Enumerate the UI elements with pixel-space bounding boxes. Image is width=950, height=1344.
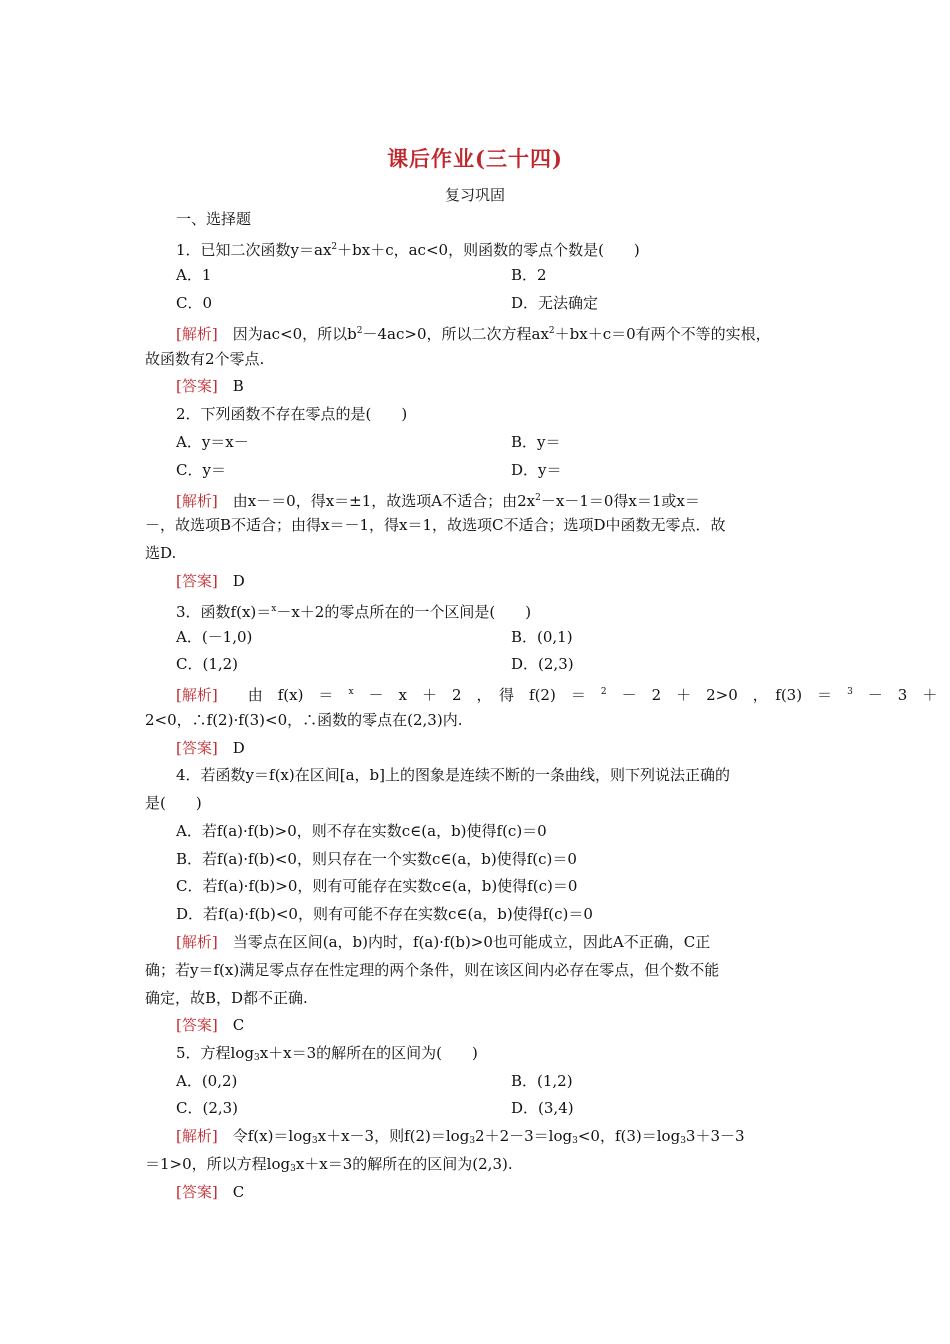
- q2-analysis-end: 选D.: [145, 544, 177, 562]
- q1-stem: 1．已知二次函数$y=ax^2+bx+c$，ac<0，则函数的零点个数是( ): [176, 241, 640, 259]
- q1-analysis: [解析] 因为ac<0，所以$b^2-4ac>0$，所以二次方程$ax^2+bx+c=0$有两个不等的实根，: [176, 325, 771, 343]
- section-heading: 一、选择题: [176, 210, 252, 228]
- q3-option-c: C．(1,2): [176, 655, 239, 673]
- q5-analysis: [解析] 令$f(x)=\log_3x+x-3$，则$f(2)=\log_32+2-3=\log_3<0$，$f(3)=\log_33+3-3$: [176, 1127, 745, 1146]
- q1-option-d: D．无法确定: [511, 294, 599, 312]
- q4-stem-cont: 是( ): [145, 794, 202, 812]
- page-title: 课后作业(三十四): [387, 146, 563, 171]
- q4-answer: [答案] C: [176, 1016, 245, 1034]
- q3-option-b: B．(0,1): [511, 628, 573, 646]
- q2-option-b: B．y＝: [511, 433, 561, 451]
- q4-option-a: A．若f(a)·f(b)>0，则不存在实数c∈(a，b)使得f(c)＝0: [176, 822, 547, 840]
- q4-stem: 4．若函数y＝f(x)在区间[a，b]上的图象是连续不断的一条曲线，则下列说法正确的: [176, 766, 730, 784]
- q5-stem: 5．方程$\log_3x+x=3$的解所在的区间为( ): [176, 1044, 478, 1063]
- q3-analysis: [解析] 由 f(x) ＝ $^x$ － x ＋ 2 ， 得 f(2) ＝ $^2$ － 2 ＋ 2>0 ， f(3) ＝ $^3$ － 3 ＋: [176, 686, 938, 704]
- page-subtitle: 复习巩固: [444, 186, 505, 204]
- q5-option-c: C．(2,3): [176, 1099, 239, 1117]
- q2-option-c: C．y＝: [176, 461, 226, 479]
- q5-option-d: D．(3,4): [511, 1099, 574, 1117]
- q2-option-a: A．y＝x－: [176, 433, 249, 451]
- q3-answer: [答案] D: [176, 739, 245, 757]
- q5-option-b: B．(1,2): [511, 1072, 573, 1090]
- q2-analysis-cont: －，故选项B不适合；由得x＝－1，得x＝1，故选项C不适合；选项D中函数无零点．故: [145, 516, 726, 534]
- q3-option-a: A．(－1,0): [176, 628, 253, 646]
- q2-option-d: D．y＝: [511, 461, 562, 479]
- q1-answer: [答案] B: [176, 377, 244, 395]
- q5-answer: [答案] C: [176, 1183, 245, 1201]
- q2-answer: [答案] D: [176, 572, 245, 590]
- q2-analysis: [解析] 由x－＝0，得x＝±1，故选项A不适合；由$2x^2-x-1=0$得x＝1或x＝: [176, 492, 700, 510]
- q3-analysis-cont: 2<0，∴f(2)·f(3)<0，∴函数的零点在(2,3)内.: [145, 711, 463, 729]
- q1-option-c: C．0: [176, 294, 213, 312]
- q4-option-c: C．若f(a)·f(b)>0，则有可能存在实数c∈(a，b)使得f(c)＝0: [176, 877, 578, 895]
- q2-stem: 2．下列函数不存在零点的是( ): [176, 405, 408, 423]
- q5-option-a: A．(0,2): [176, 1072, 238, 1090]
- q4-analysis-end: 确定，故B，D都不正确.: [145, 989, 308, 1007]
- q5-analysis-cont: ＝1>0，所以方程$\log_3x+x=3$的解所在的区间为(2,3).: [145, 1155, 513, 1174]
- q3-stem: 3．函数f(x)＝$^x$－x＋2的零点所在的一个区间是( ): [176, 603, 532, 621]
- q1-option-b: B．2: [511, 266, 547, 284]
- q4-option-d: D．若f(a)·f(b)<0，则有可能不存在实数c∈(a，b)使得f(c)＝0: [176, 905, 593, 923]
- q4-option-b: B．若f(a)·f(b)<0，则只存在一个实数c∈(a，b)使得f(c)＝0: [176, 850, 577, 868]
- q3-option-d: D．(2,3): [511, 655, 574, 673]
- q1-option-a: A．1: [176, 266, 212, 284]
- q1-analysis-cont: 故函数有2个零点.: [145, 350, 265, 368]
- q4-analysis-cont: 确；若y＝f(x)满足零点存在性定理的两个条件，则在该区间内必存在零点，但个数不能: [145, 961, 720, 979]
- q4-analysis: [解析] 当零点在区间(a，b)内时，f(a)·f(b)>0也可能成立，因此A不正确，C正: [176, 933, 711, 951]
